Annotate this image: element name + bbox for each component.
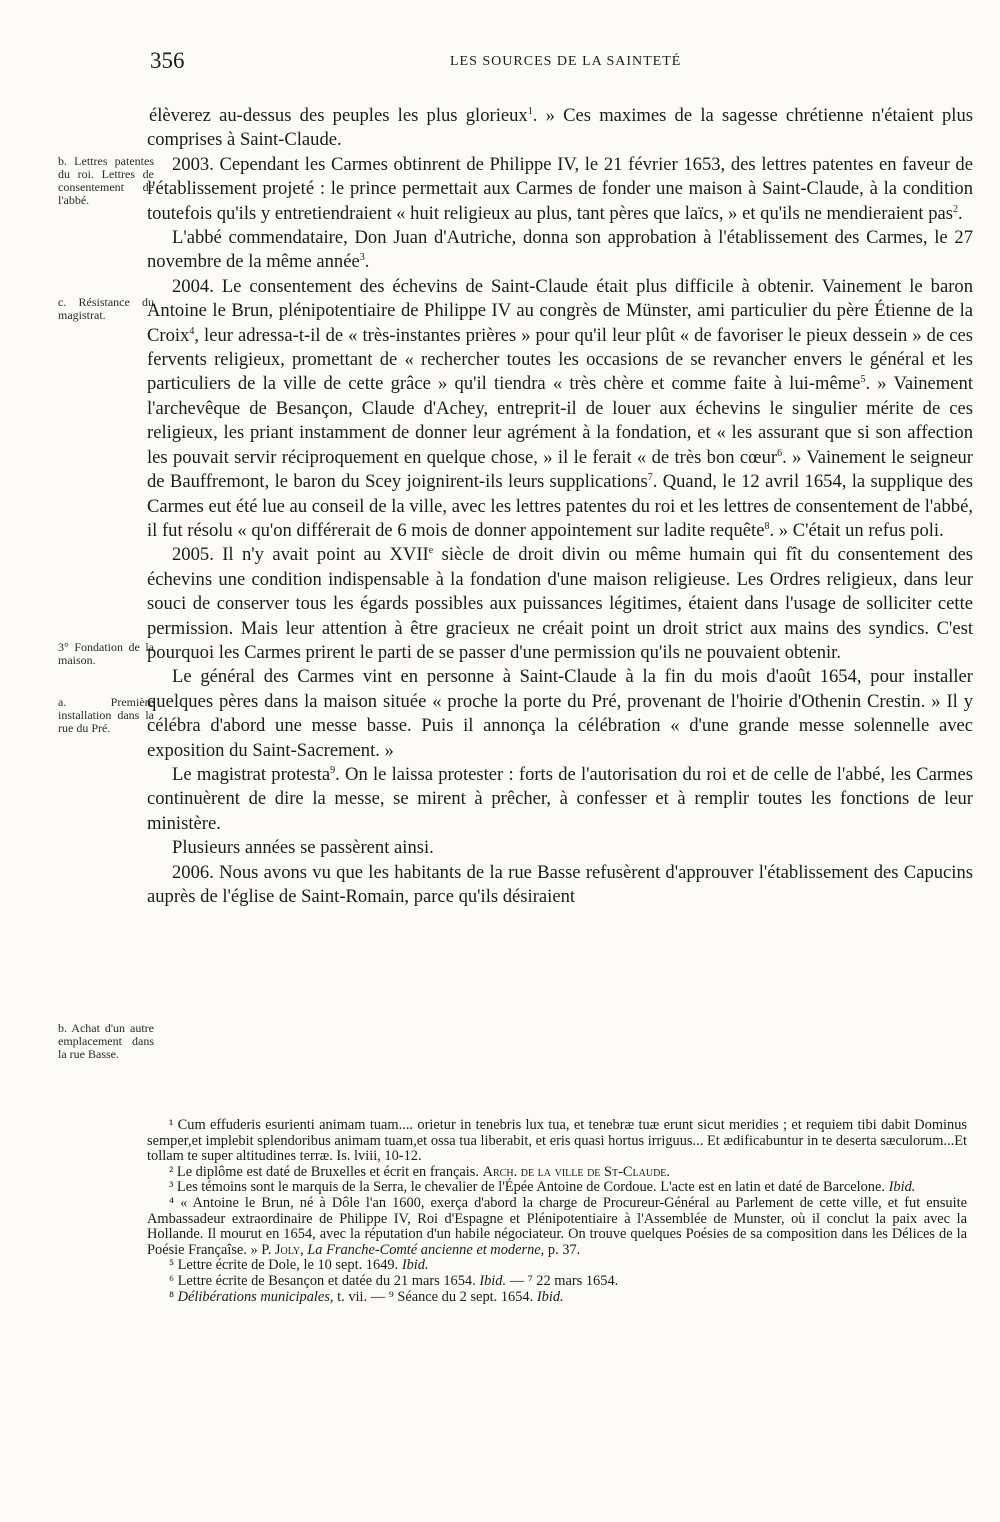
text: ⁵ Lettre écrite de Dole, le 10 sept. 1649. — [169, 1257, 399, 1274]
ibid: Ibid. — [536, 1288, 564, 1305]
superscript: e — [428, 545, 434, 557]
text: — ⁷ 22 mars 1654. — [509, 1272, 619, 1289]
text: ² Le diplôme est daté de Bruxelles et écrit en français. — [169, 1163, 479, 1180]
text: siècle de droit divin ou même humain qui fît du consentement des échevins une condition indispensable à la fondation d'une maison religieuse. Les Ordres religieux, dans leur souci de conserver tous les égards possibles aux puissances légitimes, étaient dans l'usage de solliciter cette permission. Mais leur attention à être gracieux ne créait point un droit strict aux mains des syndics. C'est pourquoi les Carmes prirent le parti de se passer d'une permission qu'ils ne pouvaient obtenir. — [147, 544, 973, 663]
footnote-ref: 3 — [359, 252, 365, 264]
text: ⁶ Lettre écrite de Besançon et datée du 21 mars 1654. — [169, 1272, 476, 1289]
text: 2003. Cependant les Carmes obtinrent de Philippe IV, le 21 février 1653, des lettres patentes en faveur de l'établissement projeté : le prince permettait aux Carmes de fonder une maison à Saint-Claude, à la condition toutefois qu'ils y entretiendraient « huit religieux au plus, tant pères que laïcs, » et qu'ils ne mendieraient pas — [147, 153, 973, 224]
running-title: LES SOURCES DE LA SAINTETÉ — [450, 54, 682, 69]
ibid: Ibid. — [479, 1272, 507, 1289]
margin-note-achat: b. Achat d'un autre emplacement dans la rue Basse. — [58, 1021, 154, 1061]
text: . » Vainement le seigneur de Bauffremont, le baron du Scey joignirent-ils leurs supplications — [147, 446, 974, 493]
text: . — [958, 202, 963, 224]
footnote-ref: 5 — [860, 374, 866, 386]
paragraph-continuation — [147, 104, 973, 153]
footnote-4 — [147, 1196, 967, 1258]
margin-note-lettres-patentes: b. Lettres patentes du roi. Lettres de consentement de l'abbé. — [58, 154, 154, 207]
page-header — [150, 48, 970, 78]
footnotes — [147, 1118, 967, 1305]
text: . — [364, 251, 370, 273]
source: Arch. de la ville de St-Claude. — [482, 1163, 670, 1180]
paragraph-2006: 2006. Nous avons vu que les habitants de la rue Basse refusèrent d'approuver l'établissement des Capucins auprès de l'église de Saint-Romain, parce qu'ils désiraient — [147, 861, 973, 907]
footnote-ref: 8 — [764, 520, 770, 532]
text: L'abbé commendataire, Don Juan d'Autriche, donna son approbation à l'établissement des Carmes, le 27 novembre de la même année — [147, 227, 973, 273]
margin-note-resistance: c. Résistance du magistrat. — [58, 295, 154, 322]
footnote-6-7 — [147, 1274, 967, 1290]
text: t. vii. — ⁹ Séance du 2 sept. 1654. — [337, 1288, 534, 1305]
text: , leur adressa-t-il de « très-instantes prières » pour qu'il leur plût « de favoriser le pieux dessein » de ces fervents religieux, promettant de « rechercher toutes les occasions de se revancher envers le général et les particuliers de la ville de cette grâce » qu'il tiendra « très chère et comme faite à lui-même — [147, 324, 973, 395]
footnote-1: ¹ Cum effuderis esurienti animam tuam.... orietur in tenebris lux tua, et tenebræ tuæ erunt sicut meridies ; et requiem tibi dabit Dominus semper,et implebit splendoribus animam tuam,et ossa tua liberabit, et eris quasi hortus irriguus... Et ædificabuntur in te deserta sæculorum...Et tollam te super altitudines terræ. Is. lviii, 10-12. — [147, 1117, 967, 1165]
text: 2004. Le consentement des échevins de Saint-Claude était plus difficile à obtenir. Vainement le baron Antoine le Brun, plénipotentiaire de Philippe IV au congrès de Münster, ami particulier du père Étienne de la Croix — [147, 275, 973, 346]
author: Joly, — [274, 1241, 304, 1258]
paragraph-2005 — [147, 543, 973, 665]
margin-note-fondation: 3° Fondation de la maison. — [58, 640, 154, 667]
text: . » Vainement l'archevêque de Besançon, Claude d'Achey, entreprit-il de louer aux échevins le singulier mérite de ces religieux, les priant instamment de donner leur agrément à la fondation, et « les assurant que si son affection les pouvait servir réciproquement en quelque chose, » il le ferait « de très bon cœur — [147, 373, 973, 468]
text: . » Ces maximes de la sagesse chrétienne n'étaient plus comprises à Saint-Claude. — [147, 105, 973, 151]
footnote-ref: 4 — [189, 325, 195, 337]
paragraph-general: Le général des Carmes vint en personne à Saint-Claude à la fin du mois d'août 1654, pour installer quelques pères dans la maison située « proche la porte du Pré, provenant de l'hoirie d'Othenin Crestin. » Il y célébra d'abord une messe basse. Puis il annonça la célébration « d'une grande messe solennelle avec exposition du Saint-Sacrement. » — [147, 666, 973, 761]
body-text — [147, 104, 973, 909]
ibid: Ibid. — [401, 1257, 429, 1274]
text: . » C'était un refus poli. — [769, 519, 944, 541]
text: élèverez au-dessus des peuples les plus glorieux — [149, 105, 528, 126]
footnote-8-9 — [147, 1290, 967, 1306]
text: . On le laissa protester : forts de l'autorisation du roi et de celle de l'abbé, les Carmes continuèrent de dire la messe, se mirent à prêcher, à confesser et à remplir toutes les fonctions de leur ministère. — [147, 763, 973, 834]
paragraph-2004 — [147, 275, 973, 543]
text: ⁸ — [169, 1288, 175, 1305]
margin-note-premiere-installation: a. Première installation dans la rue du Pré. — [58, 695, 154, 735]
paragraph-abbe — [147, 226, 973, 275]
text: p. 37. — [547, 1241, 581, 1258]
footnote-ref: 1 — [527, 105, 533, 117]
text: . Quand, le 12 avril 1654, la supplique des Carmes eut été lue au conseil de la ville, avec les lettres patentes du roi et les lettres de consentement de l'abbé, il fut résolu « qu'on différerait de 6 mois de donner appointement sur ladite requête — [147, 471, 973, 541]
footnote-ref: 2 — [953, 203, 959, 215]
paragraph-plusieurs: Plusieurs années se passèrent ainsi. — [172, 837, 434, 859]
page-number: 356 — [150, 48, 185, 73]
ibid: Ibid. — [888, 1179, 916, 1196]
text: ⁴ « Antoine le Brun, né à Dôle l'an 1600, exerça d'abord la charge de Procureur-Général au Parlement de cette ville, et fut ensuite Ambassadeur extraordinaire de Philippe IV, Roi d'Espagne et Plénipotentiaire à l'Assemblée de Munster, où il conclut la paix avec la Hollande. Il mourut en 1654, avec la réputation d'un habile négociateur. On trouve quelques Poésies de sa composition dans les Délices de la Poésie Françaîse. » P. — [147, 1194, 967, 1258]
footnote-ref: 9 — [330, 764, 336, 776]
text: Le magistrat protesta — [172, 763, 331, 785]
footnote-ref: 7 — [647, 471, 653, 483]
footnote-ref: 6 — [777, 447, 783, 459]
text: 2005. Il n'y avait point au XVII — [172, 544, 429, 566]
book-title: La Franche-Comté ancienne et moderne, — [307, 1241, 545, 1258]
text: ³ Les témoins sont le marquis de la Serra, le chevalier de l'Épée Antoine de Cordoue. L'acte est en latin et daté de Barcelone. — [169, 1179, 885, 1196]
footnote-3 — [147, 1180, 967, 1196]
title: Délibérations municipales, — [177, 1288, 334, 1305]
footnote-5 — [147, 1258, 967, 1274]
paragraph-2003 — [147, 153, 973, 226]
paragraph-magistrat — [147, 763, 973, 836]
